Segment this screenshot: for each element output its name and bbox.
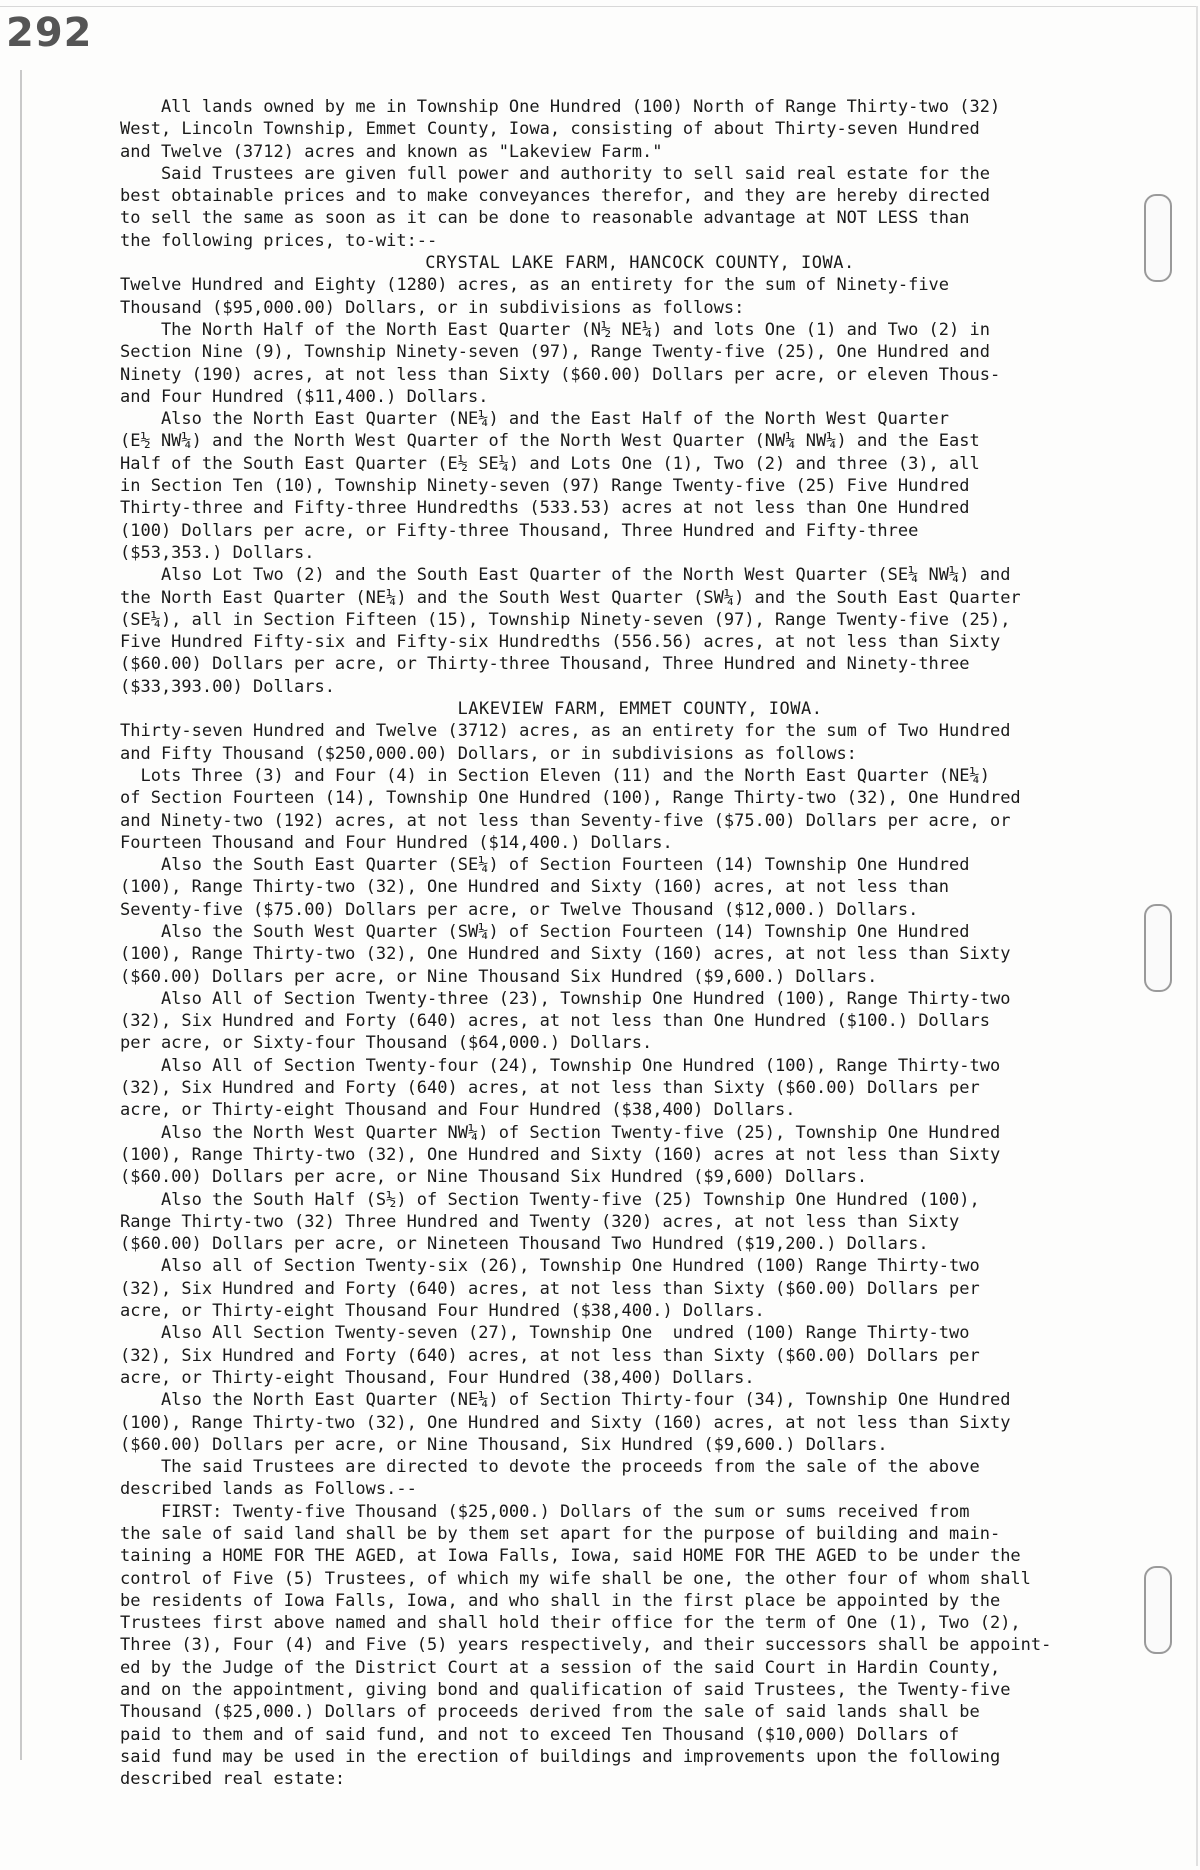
document-line: per acre, or Sixty-four Thousand ($64,000.) Dollars. [120,1033,653,1054]
document-line: The North Half of the North East Quarter (N½ NE¼) and lots One (1) and Two (2) in [120,319,990,340]
document-line: the sale of said land shall be by them set apart for the purpose of building and main- [120,1524,1001,1544]
document-line: (100) Dollars per acre, or Fifty-three Thousand, Three Hundred and Fifty-three [120,520,919,541]
document-line: (32), Six Hundred and Forty (640) acres, at not less than Sixty ($60.00) Dollars per [120,1345,980,1366]
document-line: All lands owned by me in Township One Hundred (100) North of Range Thirty-two (32) [120,97,1001,117]
document-body [120,96,1160,1791]
document-line: (100), Range Thirty-two (32), One Hundred and Sixty (160) acres, at not less than Sixty [120,1412,1011,1433]
document-line: Trustees first above named and shall hold their office for the term of One (1), Two (2), [120,1613,1021,1634]
document-line: Thousand ($25,000.) Dollars of proceeds derived from the sale of said lands shall be [120,1702,980,1723]
document-line: Three (3), Four (4) and Five (5) years respectively, and their successors shall be appoint- [120,1635,1052,1656]
document-line: Said Trustees are given full power and authority to sell said real estate for the [120,163,990,184]
document-line: The said Trustees are directed to devote the proceeds from the sale of the above [120,1457,980,1478]
document-line: ed by the Judge of the District Court at a session of the said Court in Hardin County, [120,1657,1001,1678]
document-line: described lands as Follows.-- [120,1479,417,1500]
document-line: in Section Ten (10), Township Ninety-seven (97) Range Twenty-five (25) Five Hundred [120,476,970,497]
document-line: acre, or Thirty-eight Thousand and Four Hundred ($38,400) Dollars. [120,1100,796,1121]
document-line: the following prices, to-wit:-- [120,230,438,251]
document-line: Also the South West Quarter (SW¼) of Section Fourteen (14) Township One Hundred [120,921,970,942]
left-margin-rule [20,70,22,1760]
document-line: ($60.00) Dollars per acre, or Nine Thousand Six Hundred ($9,600.) Dollars. [120,966,878,987]
document-line: and Four Hundred ($11,400.) Dollars. [120,386,489,407]
document-line: ($60.00) Dollars per acre, or Nine Thousand Six Hundred ($9,600) Dollars. [120,1167,868,1188]
document-line: be residents of Iowa Falls, Iowa, and who shall in the first place be appointed by the [120,1590,1001,1611]
document-line: (32), Six Hundred and Forty (640) acres, at not less than Sixty ($60.00) Dollars per [120,1078,980,1099]
document-line: and on the appointment, giving bond and qualification of said Trustees, the Twenty-five [120,1680,1011,1701]
document-line: ($33,393.00) Dollars. [120,676,335,697]
document-line: (100), Range Thirty-two (32), One Hundred and Sixty (160) acres, at not less than [120,877,950,898]
document-line: Seventy-five ($75.00) Dollars per acre, or Twelve Thousand ($12,000.) Dollars. [120,899,919,920]
document-line: Fourteen Thousand and Four Hundred ($14,400.) Dollars. [120,832,673,853]
document-line: Thousand ($95,000.00) Dollars, or in subdivisions as follows: [120,297,745,318]
document-line: taining a HOME FOR THE AGED, at Iowa Falls, Iowa, said HOME FOR THE AGED to be under the [120,1546,1021,1567]
document-line: said fund may be used in the erection of buildings and improvements upon the following [120,1746,1001,1767]
document-line: described real estate: [120,1769,346,1790]
document-line: Ninety (190) acres, at not less than Sixty ($60.00) Dollars per acre, or eleven Thous- [120,364,1001,385]
document-line: of Section Fourteen (14), Township One Hundred (100), Range Thirty-two (32), One Hundred [120,788,1021,809]
document-line: ($60.00) Dollars per acre, or Thirty-three Thousand, Three Hundred and Ninety-three [120,654,970,675]
document-line: FIRST: Twenty-five Thousand ($25,000.) Dollars of the sum or sums received from [120,1501,970,1522]
document-line: and Twelve (3712) acres and known as "Lakeview Farm." [120,141,663,162]
document-line: Also All of Section Twenty-four (24), Township One Hundred (100), Range Thirty-two [120,1055,1001,1076]
document-line: Also the South East Quarter (SE¼) of Section Fourteen (14) Township One Hundred [120,855,970,876]
document-line: (32), Six Hundred and Forty (640) acres, at not less than One Hundred ($100.) Dollars [120,1011,990,1032]
section-heading: LAKEVIEW FARM, EMMET COUNTY, IOWA. [457,699,823,720]
right-border [1196,6,1198,1866]
document-line: Also the North West Quarter NW¼) of Section Twenty-five (25), Township One Hundred [120,1122,1001,1143]
document-line: acre, or Thirty-eight Thousand, Four Hundred (38,400) Dollars. [120,1367,755,1388]
document-line: Five Hundred Fifty-six and Fifty-six Hundredths (556.56) acres, at not less than Sixty [120,632,1001,653]
document-line: Thirty-three and Fifty-three Hundredths (533.53) acres at not less than One Hundred [120,498,970,519]
document-line: Twelve Hundred and Eighty (1280) acres, as an entirety for the sum of Ninety-five [120,275,950,296]
document-line: Range Thirty-two (32) Three Hundred and Twenty (320) acres, at not less than Sixty [120,1211,960,1232]
document-line: Thirty-seven Hundred and Twelve (3712) acres, as an entirety for the sum of Two Hundred [120,721,1011,742]
document-line: Half of the South East Quarter (E½ SE¼) and Lots One (1), Two (2) and three (3), all [120,453,980,474]
top-border [0,6,1196,7]
document-line: West, Lincoln Township, Emmet County, Iowa, consisting of about Thirty-seven Hundred [120,119,980,140]
document-line: Also all of Section Twenty-six (26), Township One Hundred (100) Range Thirty-two [120,1256,980,1277]
document-line: (E½ NW¼) and the North West Quarter of the North West Quarter (NW¼ NW¼) and the East [120,431,980,452]
document-line: acre, or Thirty-eight Thousand Four Hundred ($38,400.) Dollars. [120,1301,765,1322]
document-line: and Ninety-two (192) acres, at not less than Seventy-five ($75.00) Dollars per acre, or [120,810,1011,831]
document-line: ($60.00) Dollars per acre, or Nineteen Thousand Two Hundred ($19,200.) Dollars. [120,1234,929,1255]
section-heading: CRYSTAL LAKE FARM, HANCOCK COUNTY, IOWA. [425,253,855,274]
document-line: ($53,353.) Dollars. [120,542,315,563]
document-line: (100), Range Thirty-two (32), One Hundred and Sixty (160) acres at not less than Sixty [120,1144,1001,1165]
document-line: Also Lot Two (2) and the South East Quarter of the North West Quarter (SE¼ NW¼) and [120,565,1011,586]
document-line: and Fifty Thousand ($250,000.00) Dollars, or in subdivisions as follows: [120,743,857,764]
document-line: the North East Quarter (NE¼) and the South West Quarter (SW¼) and the South East Quarter [120,587,1021,608]
document-line: Also the North East Quarter (NE¼) of Section Thirty-four (34), Township One Hundred [120,1390,1011,1411]
document-line: Also the South Half (S½) of Section Twenty-five (25) Township One Hundred (100), [120,1189,980,1210]
document-line: Section Nine (9), Township Ninety-seven (97), Range Twenty-five (25), One Hundred and [120,342,990,363]
document-line: control of Five (5) Trustees, of which my wife shall be one, the other four of whom shall [120,1568,1031,1589]
document-line: best obtainable prices and to make conveyances therefor, and they are hereby directed [120,186,990,207]
page-number: 292 [6,10,93,56]
document-line: Lots Three (3) and Four (4) in Section Eleven (11) and the North East Quarter (NE¼) [120,765,990,786]
document-line: Also All of Section Twenty-three (23), Township One Hundred (100), Range Thirty-two [120,988,1011,1009]
document-line: Also the North East Quarter (NE¼) and the East Half of the North West Quarter [120,409,950,430]
document-line: (32), Six Hundred and Forty (640) acres, at not less than Sixty ($60.00) Dollars per [120,1278,980,1299]
document-line: to sell the same as soon as it can be done to reasonable advantage at NOT LESS than [120,208,970,229]
document-line: Also All Section Twenty-seven (27), Township One undred (100) Range Thirty-two [120,1323,970,1344]
document-line: (100), Range Thirty-two (32), One Hundred and Sixty (160) acres, at not less than Sixty [120,944,1011,965]
document-line: paid to them and of said fund, and not to exceed Ten Thousand ($10,000) Dollars of [120,1724,960,1745]
document-line: (SE¼), all in Section Fifteen (15), Township Ninety-seven (97), Range Twenty-five (25), [120,609,1011,630]
document-line: ($60.00) Dollars per acre, or Nine Thousand, Six Hundred ($9,600.) Dollars. [120,1434,888,1455]
